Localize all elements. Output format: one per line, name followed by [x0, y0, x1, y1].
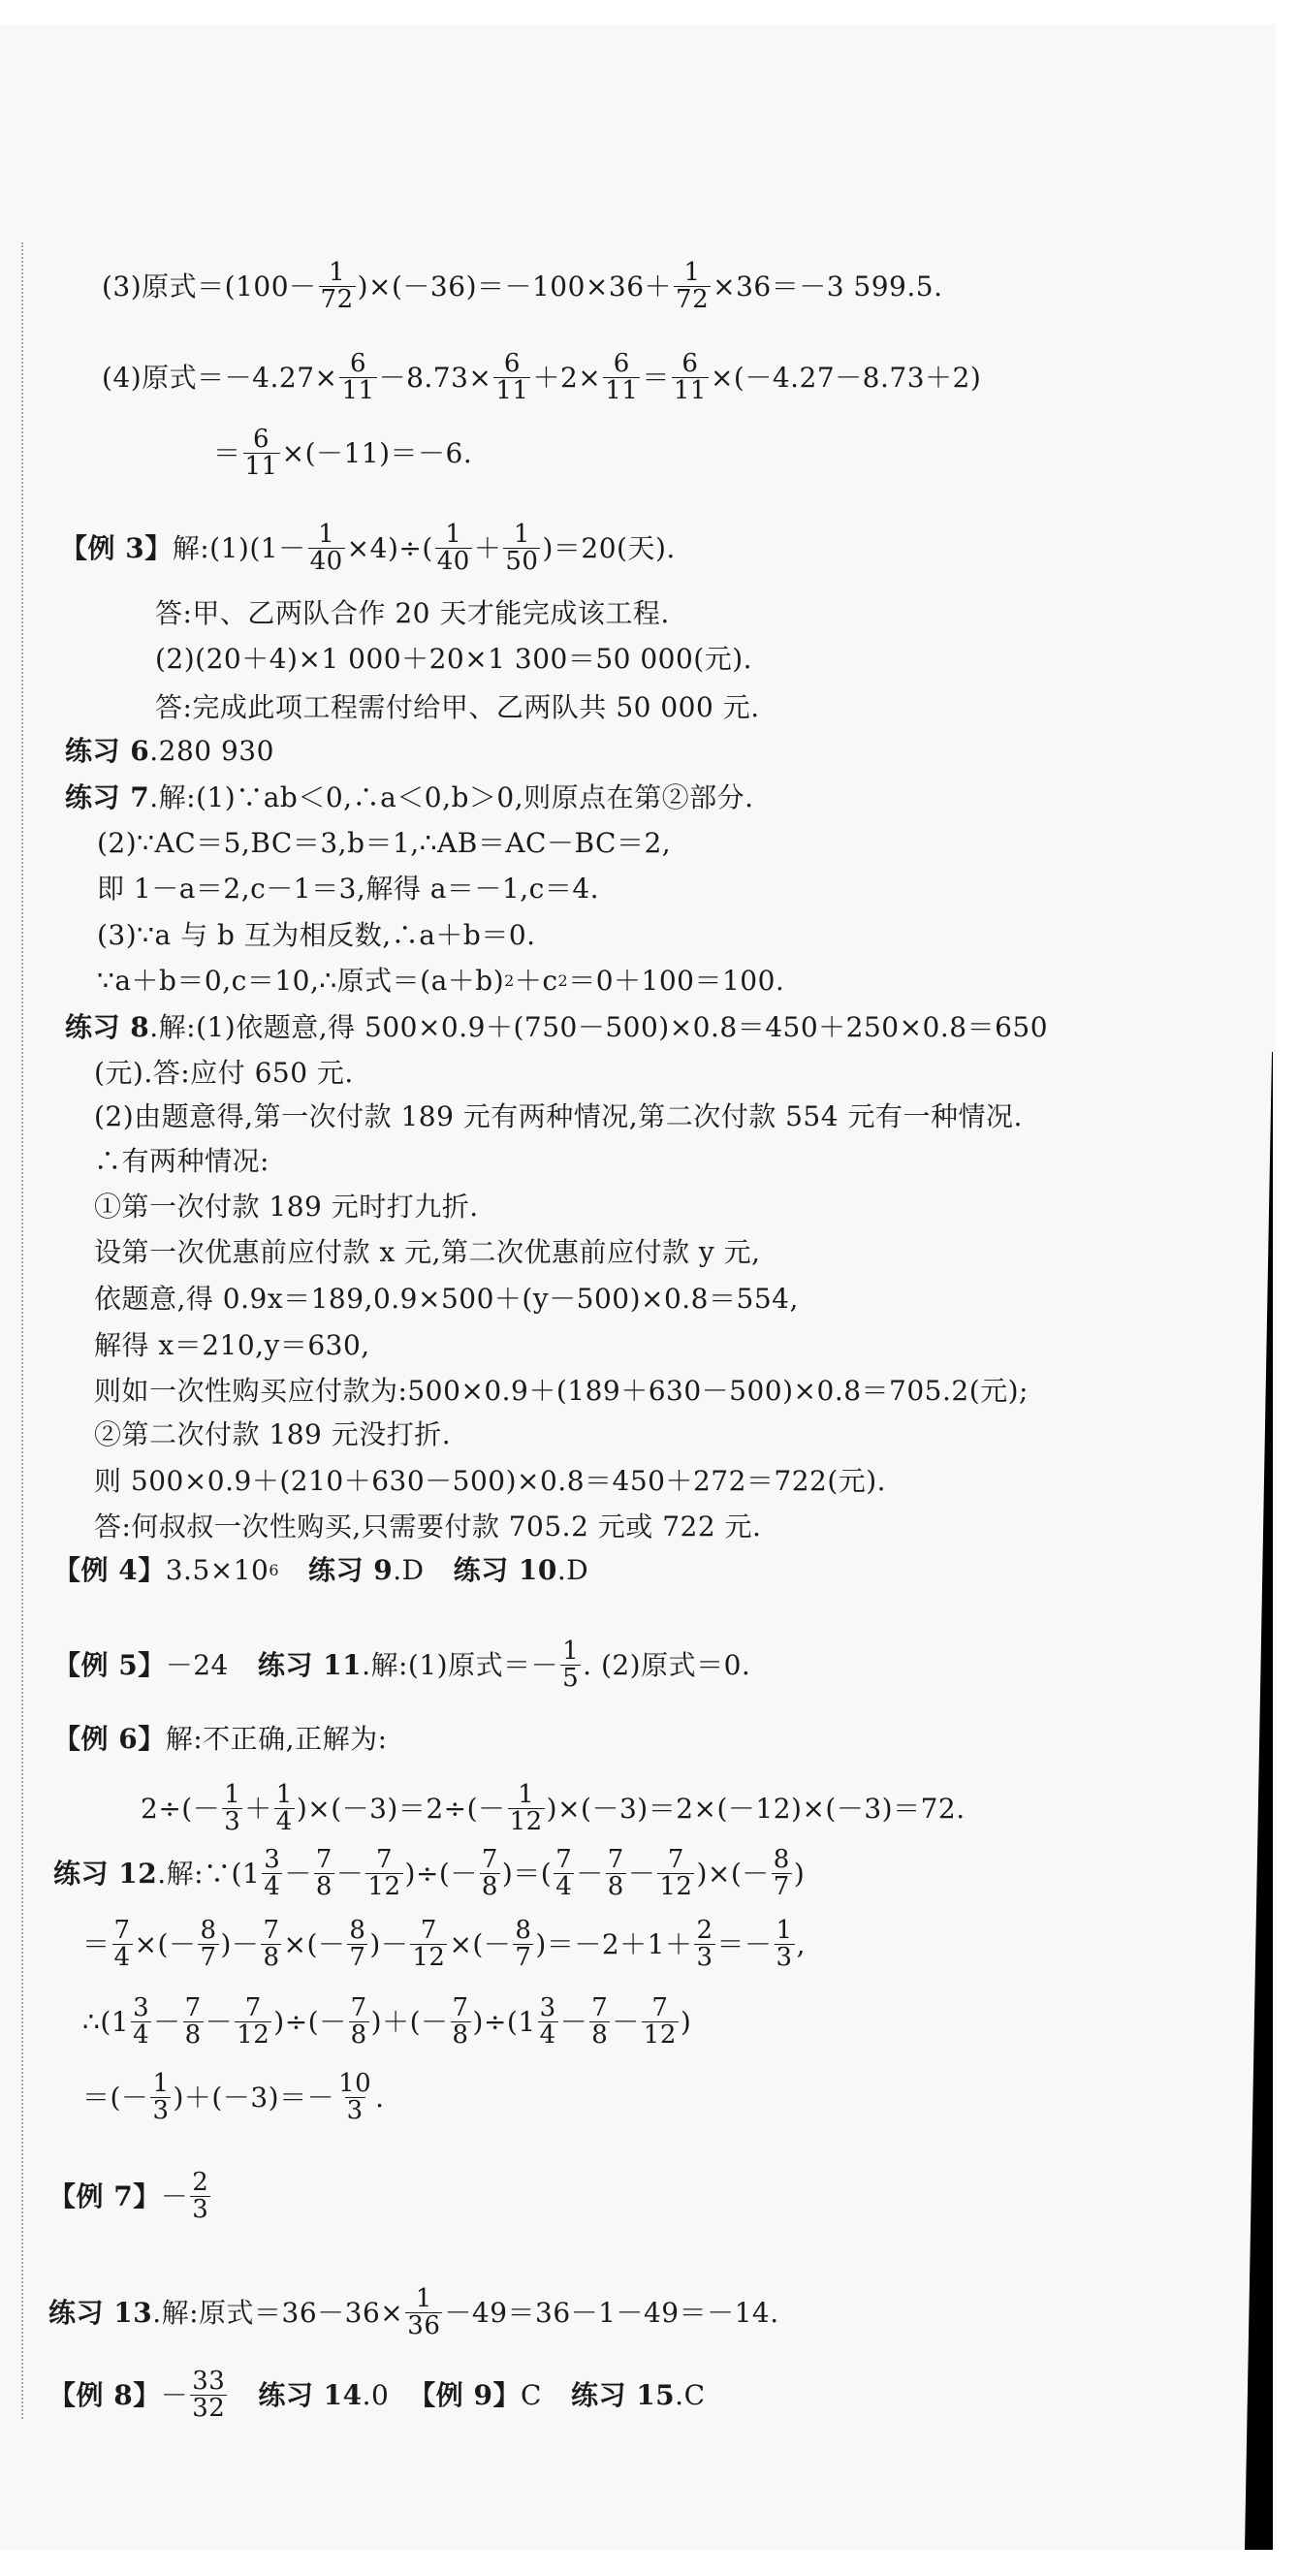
denominator: 3 [346, 2096, 364, 2126]
practice7-line3: 即 1－a＝2,c－1＝3,解得 a＝－1,c＝4. [97, 873, 600, 905]
denominator: 8 [481, 1872, 498, 1902]
practice7-line2: (2)∵AC＝5,BC＝3,b＝1,∴AB＝AC－BC＝2, [97, 827, 672, 859]
denominator: 3 [192, 2195, 209, 2225]
text: ∴(1 [82, 2005, 130, 2038]
text: ＝(－ [82, 2081, 149, 2114]
text: ) [793, 1857, 806, 1890]
text: )＝( [501, 1857, 553, 1890]
fraction [508, 1782, 545, 1836]
denominator: 11 [673, 376, 707, 406]
practice8-line: 则 500×0.9＋(210＋630－500)×0.8＝450＋272＝722(元). [94, 1465, 887, 1497]
denominator: 72 [676, 285, 710, 315]
part4-continuation [213, 427, 472, 481]
practice-label: 练习 8 [65, 1011, 150, 1043]
answer: C [521, 2378, 542, 2411]
numerator: 7 [651, 1993, 669, 2022]
practice7-line1 [65, 781, 754, 813]
text: )×(－ [696, 1857, 770, 1890]
example-label: 【例 5】 [53, 1648, 166, 1681]
denominator: 12 [237, 2020, 270, 2051]
fraction [308, 522, 345, 576]
numerator: 1 [513, 520, 530, 549]
practice8-line: 答:何叔叔一次性购买,只需要付款 705.2 元或 722 元. [94, 1511, 762, 1542]
numerator: 7 [481, 1845, 498, 1874]
text: )÷(－ [273, 2005, 347, 2038]
practice8-line: ②第二次付款 189 元没打折. [94, 1418, 452, 1450]
practice-label: 练习 11 [257, 1648, 363, 1681]
numerator: 7 [555, 1845, 573, 1874]
example6-equation [141, 1782, 966, 1836]
practice8-line: 依题意,得 0.9x＝189,0.9×500＋(y－500)×0.8＝554, [94, 1283, 799, 1315]
example5-line [53, 1638, 750, 1693]
denominator: 4 [275, 1807, 293, 1837]
denominator: 12 [412, 1943, 446, 1973]
fraction [347, 1918, 367, 1972]
fraction [672, 351, 709, 405]
text: .解:∵(1 [157, 1857, 261, 1890]
fraction [190, 2170, 210, 2224]
practice8-line1 [65, 1011, 1049, 1043]
text: )－ [369, 1927, 409, 1960]
text: )×(－3)＝2×(－12)×(－3)＝72. [546, 1792, 966, 1825]
fraction [513, 1918, 533, 1972]
fraction [694, 1918, 714, 1972]
example-label: 【例 9】 [408, 2378, 522, 2411]
denominator: 11 [244, 452, 278, 482]
text: ×36＝－3 599.5. [713, 270, 943, 302]
text: － [612, 2005, 640, 2038]
fraction [274, 1782, 295, 1836]
text: ×(－ [449, 1927, 512, 1960]
denominator: 8 [452, 2020, 469, 2051]
text: ＋2× [532, 361, 602, 394]
numerator: 7 [350, 1993, 367, 2022]
fraction [775, 1918, 795, 1972]
fraction [222, 1782, 242, 1836]
text: (3)原式＝(100－ [102, 270, 317, 302]
example-label: 【例 3】 [60, 531, 173, 564]
numerator: 7 [113, 1916, 131, 1945]
practice8-line: 设第一次优惠前应付款 x 元,第二次优惠前应付款 y 元, [94, 1236, 761, 1268]
fraction [657, 1847, 694, 1901]
numerator: 7 [420, 1916, 437, 1945]
example3-answer1: 答:甲、乙两队合作 20 天才能完成该工程. [155, 597, 670, 629]
numerator: 7 [591, 1993, 609, 2022]
fraction [772, 1847, 792, 1901]
denominator: 4 [113, 1943, 131, 1973]
numerator: 1 [518, 1780, 535, 1809]
denominator: 3 [776, 1943, 793, 1973]
fraction [339, 351, 376, 405]
numerator: 1 [318, 520, 335, 549]
numerator: 6 [253, 425, 270, 454]
text: .解:(1)∵ab＜0,∴a＜0,b＞0,则原点在第②部分. [149, 781, 754, 813]
text: )－ [220, 1927, 260, 1960]
answer: .0 [362, 2378, 390, 2411]
fraction [410, 1918, 447, 1972]
text: .解:原式＝36－36× [152, 2296, 404, 2329]
text: ＋c [514, 965, 558, 997]
numerator: 33 [192, 2367, 226, 2396]
text: .280 930 [149, 735, 274, 767]
practice-label: 练习 7 [65, 781, 150, 813]
denominator: 8 [350, 2020, 367, 2051]
text: )＝－2＋1＋ [535, 1927, 693, 1960]
numerator: 2 [192, 2168, 209, 2197]
text: － [335, 1857, 364, 1890]
text: － [627, 1857, 656, 1890]
example3-answer2: 答:完成此项工程需付给甲、乙两队共 50 000 元. [155, 691, 760, 723]
text: － [284, 1857, 312, 1890]
fraction [603, 351, 640, 405]
practice8-line: (2)由题意得,第一次付款 189 元有两种情况,第二次付款 554 元有一种情况. [94, 1100, 1023, 1132]
numerator: 1 [152, 2069, 170, 2098]
numerator: 1 [445, 520, 462, 549]
practice-label: 练习 13 [48, 2296, 153, 2329]
text: ×(－4.27－8.73＋2) [710, 361, 982, 394]
denominator: 8 [184, 2020, 202, 2051]
fraction [589, 1995, 610, 2050]
text: )÷(1 [472, 2005, 536, 2038]
fraction [674, 260, 711, 314]
text: ＝ [642, 361, 670, 394]
text: )＋(－ [370, 2005, 449, 2038]
text: )×(－36)＝－100×36＋ [357, 270, 673, 302]
practice8-line: ∴有两种情况: [94, 1145, 269, 1177]
text: 解:(1)(1－ [172, 531, 306, 564]
practice12-line1 [53, 1847, 805, 1901]
numerator: 1 [415, 2284, 432, 2313]
denominator: 32 [192, 2394, 226, 2424]
answer: .D [393, 1554, 425, 1586]
text: )＋(－3)＝－ [173, 2081, 335, 2114]
practice12-line4 [82, 2071, 385, 2125]
text: － [559, 2005, 588, 2038]
fraction [314, 1847, 334, 1901]
text: 2÷(－ [141, 1792, 221, 1825]
denominator: 7 [773, 1872, 790, 1902]
text: )÷(－ [404, 1857, 478, 1890]
text: ＝ [213, 436, 241, 469]
fraction [451, 1995, 471, 2050]
numerator: 2 [696, 1916, 713, 1945]
practice8-line: 则如一次性购买应付款为:500×0.9＋(189＋630－500)×0.8＝705.2(元); [94, 1375, 1029, 1407]
denominator: 3 [696, 1943, 713, 1973]
practice7-line5 [97, 965, 785, 997]
fraction [606, 1847, 626, 1901]
example-label: 【例 4】 [53, 1554, 166, 1586]
denominator: 7 [515, 1943, 532, 1973]
fraction [365, 1847, 402, 1901]
text: .解:(1)原式＝－ [362, 1648, 559, 1681]
text: ×(－11)＝－6. [281, 436, 473, 469]
text: ) [680, 2005, 692, 2038]
practice8-line: 解得 x＝210,y＝630, [94, 1329, 370, 1361]
text: ×(－ [283, 1927, 346, 1960]
text: , [796, 1927, 806, 1960]
text: (4)原式＝－4.27× [102, 361, 338, 394]
practice-label: 练习 15 [570, 2378, 676, 2411]
fraction [235, 1995, 271, 2050]
practice12-line3 [82, 1995, 691, 2050]
text: － [160, 2378, 189, 2411]
numerator: 8 [200, 1916, 217, 1945]
numerator: 1 [224, 1780, 241, 1809]
practice8-line: (元).答:应付 650 元. [94, 1057, 354, 1089]
denominator: 8 [591, 2020, 609, 2051]
denominator: 40 [309, 547, 343, 577]
numerator: 3 [539, 1993, 556, 2022]
text: . [375, 2081, 385, 2114]
page-edge-shadow [1231, 1052, 1276, 2550]
fraction [554, 1847, 574, 1901]
practice13-line [48, 2286, 779, 2340]
fraction [198, 1918, 218, 1972]
numerator: 1 [275, 1780, 293, 1809]
denominator: 72 [320, 285, 354, 315]
example6-line [53, 1723, 388, 1755]
denominator: 5 [562, 1664, 580, 1694]
numerator: 7 [315, 1845, 333, 1874]
numerator: 7 [667, 1845, 684, 1874]
denominator: 7 [200, 1943, 217, 1973]
numerator: 7 [452, 1993, 469, 2022]
numerator: 6 [613, 349, 630, 378]
denominator: 36 [407, 2311, 441, 2341]
text: ＋ [473, 531, 502, 564]
denominator: 3 [224, 1807, 241, 1837]
practice-label: 练习 14 [258, 2378, 363, 2411]
fraction [493, 351, 530, 405]
denominator: 11 [605, 376, 639, 406]
denominator: 7 [349, 1943, 366, 1973]
denominator: 12 [659, 1872, 693, 1902]
fraction [262, 1847, 282, 1901]
fraction [435, 522, 472, 576]
example-label: 【例 6】 [53, 1723, 166, 1755]
fraction [131, 1995, 151, 2050]
numerator: 7 [184, 1993, 202, 2022]
denominator: 4 [264, 1872, 281, 1902]
denominator: 8 [315, 1872, 333, 1902]
text: ×(－ [134, 1927, 197, 1960]
text: － [205, 2005, 234, 2038]
numerator: 1 [562, 1637, 580, 1666]
denominator: 11 [341, 376, 375, 406]
numerator: 1 [683, 258, 701, 287]
numerator: 10 [338, 2069, 372, 2098]
numerator: 1 [329, 258, 346, 287]
denominator: 4 [133, 2020, 150, 2051]
numerator: 8 [349, 1916, 366, 1945]
numerator: 7 [244, 1993, 262, 2022]
practice-label: 练习 12 [53, 1857, 158, 1890]
answer: －24 [165, 1648, 229, 1681]
text: ＝－ [716, 1927, 773, 1960]
answer: 3.5×10 [165, 1554, 269, 1586]
exponent: 2 [504, 971, 515, 990]
numerator: 8 [773, 1845, 790, 1874]
practice12-line2 [82, 1918, 806, 1972]
numerator: 6 [349, 349, 367, 378]
fraction [642, 1995, 679, 2050]
denominator: 4 [539, 2020, 556, 2051]
numerator: 3 [133, 1993, 150, 2022]
fraction [336, 2071, 373, 2125]
fraction [183, 1995, 204, 2050]
fraction [560, 1638, 581, 1693]
denominator: 40 [436, 547, 470, 577]
practice-label: 练习 10 [453, 1554, 557, 1586]
text: . (2)原式＝0. [583, 1648, 751, 1681]
text: － [576, 1857, 604, 1890]
example3-line2: (2)(20＋4)×1 000＋20×1 300＝50 000(元). [155, 643, 753, 675]
fraction [480, 1847, 500, 1901]
practice-label: 练习 6 [65, 735, 150, 767]
example8-line [48, 2369, 706, 2423]
fraction [261, 1918, 281, 1972]
fraction [112, 1918, 133, 1972]
text: ＋ [244, 1792, 272, 1825]
answer: .D [556, 1554, 589, 1586]
example4-line [53, 1554, 589, 1586]
fraction [538, 1995, 558, 2050]
text: .解:(1)依题意,得 500×0.9＋(750－500)×0.8＝450＋250×0.8＝650 [149, 1011, 1049, 1043]
practice6-line [65, 735, 274, 767]
text: ＝0＋100＝100. [568, 965, 785, 997]
numerator: 8 [515, 1916, 532, 1945]
numerator: 3 [264, 1845, 281, 1874]
practice7-line4: (3)∵a 与 b 互为相反数,∴a＋b＝0. [97, 919, 536, 951]
example-label: 【例 8】 [48, 2378, 161, 2411]
denominator: 12 [509, 1807, 543, 1837]
text: ＝ [82, 1927, 111, 1960]
exponent: 6 [269, 1561, 280, 1579]
text: － [153, 2005, 181, 2038]
fraction [503, 522, 540, 576]
text: －49＝36－1－49＝－14. [444, 2296, 779, 2329]
fraction [405, 2286, 442, 2340]
denominator: 12 [643, 2020, 677, 2051]
fraction [190, 2369, 227, 2423]
answer: .C [675, 2378, 706, 2411]
denominator: 4 [555, 1872, 573, 1902]
example-label: 【例 7】 [48, 2179, 161, 2212]
part4-line [102, 351, 981, 405]
denominator: 8 [607, 1872, 624, 1902]
denominator: 12 [367, 1872, 401, 1902]
text: ×4)÷( [346, 531, 433, 564]
text: )×(－3)＝2÷(－ [296, 1792, 506, 1825]
text: )＝20(天). [542, 531, 676, 564]
text: －8.73× [378, 361, 492, 394]
fraction [319, 260, 356, 314]
text: 解:不正确,正解为: [165, 1723, 388, 1755]
denominator: 8 [263, 1943, 280, 1973]
binding-dashed-line [21, 242, 23, 2419]
example3-line1 [60, 522, 676, 576]
numerator: 6 [681, 349, 699, 378]
exponent: 2 [557, 971, 569, 990]
denominator: 3 [152, 2096, 170, 2126]
numerator: 7 [375, 1845, 393, 1874]
denominator: 11 [495, 376, 529, 406]
numerator: 7 [607, 1845, 624, 1874]
numerator: 1 [776, 1916, 793, 1945]
practice-label: 练习 9 [308, 1554, 394, 1586]
text: ∵a＋b＝0,c＝10,∴原式＝(a＋b) [97, 965, 505, 997]
numerator: 6 [503, 349, 521, 378]
part3-line [102, 260, 943, 314]
example7-line [48, 2170, 212, 2224]
fraction [243, 427, 280, 481]
fraction [150, 2071, 171, 2125]
text: － [160, 2179, 189, 2212]
denominator: 50 [505, 547, 539, 577]
numerator: 7 [263, 1916, 280, 1945]
practice8-line: ①第一次付款 189 元时打九折. [94, 1191, 479, 1223]
fraction [349, 1995, 369, 2050]
